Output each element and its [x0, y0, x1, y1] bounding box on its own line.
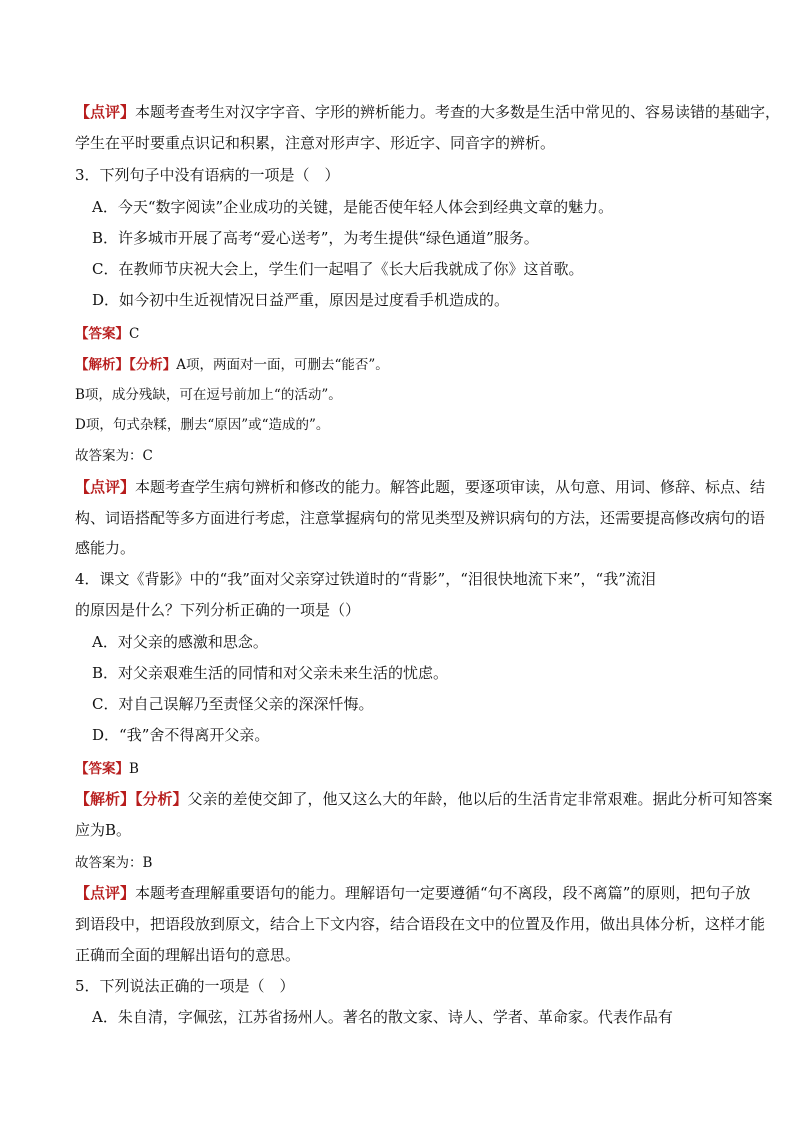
q3-analysis-d: D项，句式杂糅，删去“原因”或“造成的”。 — [75, 417, 330, 433]
comment-line: 【点评】本题考查考生对汉字字音、字形的辨析能力。考查的大多数是生活中常见的、容易读错的基础字， — [75, 103, 781, 121]
q4-answer: 【答案】B — [75, 761, 139, 777]
analysis-tag: 【解析】【分析】 — [75, 790, 188, 808]
answer-tag: 【答案】 — [75, 761, 129, 777]
comment-line: 构、词语搭配等多方面进行考虑，注意掌握病句的常见类型及辨识病句的方法，还需要提高修改病句的语 — [75, 509, 766, 527]
q4-option-c: C．对自己误解乃至责怪父亲的深深忏悔。 — [92, 695, 374, 713]
q3-option-b: B．许多城市开展了高考“爱心送考”，为考生提供“绿色通道”服务。 — [92, 229, 539, 247]
comment-line: 【点评】本题考查理解重要语句的能力。理解语句一定要遵循“句不离段，段不离篇”的原则，把句子放 — [75, 884, 751, 902]
comment-line: 正确而全面的理解出语句的意思。 — [75, 946, 301, 964]
q3-option-a: A．今天“数字阅读”企业成功的关键，是能否使年轻人体会到经典文章的魅力。 — [92, 198, 614, 216]
comment-line: 学生在平时要重点识记和积累，注意对形声字、形近字、同音字的辨析。 — [75, 134, 556, 152]
q4-analysis-b: 应为B。 — [75, 821, 132, 839]
q4-option-b: B．对父亲艰难生活的同情和对父亲未来生活的忧虑。 — [92, 664, 449, 682]
comment-tag: 【点评】 — [75, 103, 136, 121]
answer-tag: 【答案】 — [75, 326, 129, 342]
q3-option-c: C．在教师节庆祝大会上，学生们一起唱了《长大后我就成了你》这首歌。 — [92, 260, 584, 278]
q3-option-d: D．如今初中生近视情况日益严重，原因是过度看手机造成的。 — [92, 291, 510, 309]
comment-tag: 【点评】 — [75, 884, 136, 902]
q5-option-a: A．朱自清，字佩弦，江苏省扬州人。著名的散文家、诗人、学者、革命家。代表作品有 — [92, 1008, 673, 1026]
q4-final-answer: 故答案为：B — [75, 855, 153, 871]
comment-line: 【点评】本题考查学生病句辨析和修改的能力。解答此题，要逐项审读，从句意、用词、修辞、标点、结 — [75, 478, 766, 496]
comment-line: 感能力。 — [75, 539, 136, 557]
q3-answer: 【答案】C — [75, 326, 140, 342]
q3-final-answer: 故答案为：C — [75, 448, 153, 464]
comment-line: 到语段中，把语段放到原文，结合上下文内容，结合语段在文中的位置及作用，做出具体分析，这样才能 — [75, 915, 766, 933]
q3-analysis: 【解析】【分析】A项，两面对一面，可删去“能否”。 — [75, 357, 389, 373]
comment-tag: 【点评】 — [75, 478, 136, 496]
q4-analysis: 【解析】【分析】父亲的差使交卸了，他又这么大的年龄，他以后的生活肯定非常艰难。据此分析可知答案 — [75, 790, 773, 808]
question-5-stem: 5．下列说法正确的一项是（ ） — [75, 977, 295, 995]
analysis-tag: 【解析】【分析】 — [75, 357, 177, 373]
question-3-stem: 3．下列句子中没有语病的一项是（ ） — [75, 166, 340, 184]
q3-analysis-b: B项，成分残缺，可在逗号前加上“的活动”。 — [75, 387, 342, 403]
question-4-stem-cont: 的原因是什么？下列分析正确的一项是（） — [75, 601, 361, 619]
q4-option-d: D．“我”舍不得离开父亲。 — [92, 726, 270, 744]
question-4-stem: 4．课文《背影》中的“我”面对父亲穿过铁道时的“背影”，“泪很快地流下来”，“我”流泪 — [75, 570, 656, 588]
q4-option-a: A．对父亲的感激和思念。 — [92, 633, 268, 651]
